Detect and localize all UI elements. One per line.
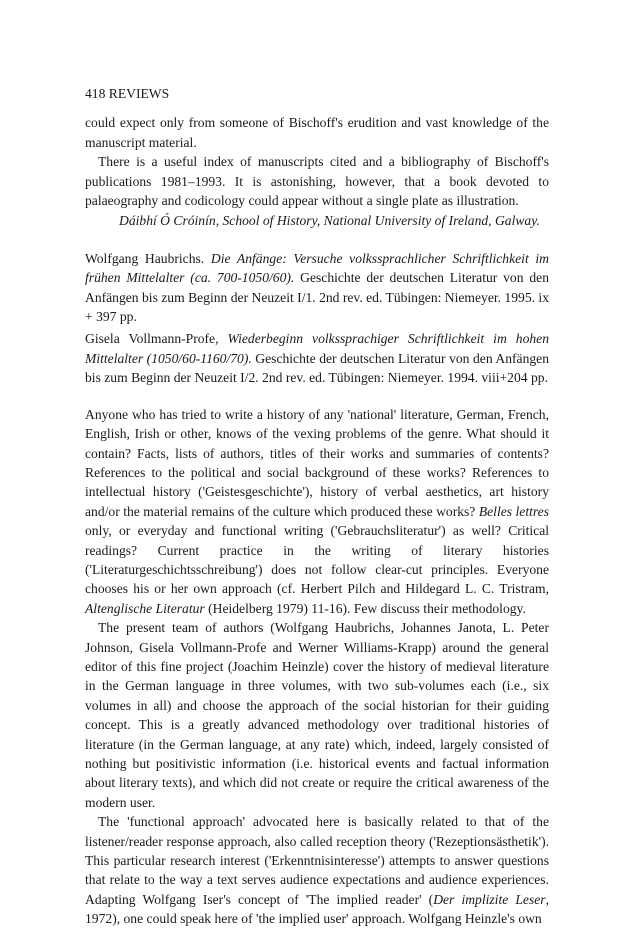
running-head: 418 REVIEWS [85, 86, 170, 101]
italic-term: Belles lettres [478, 503, 549, 519]
book-title: Die Anfänge: Versuche volkssprachlicher Schriftlichkeit im frühen Mittelalter (ca. 700-1050/60). [85, 250, 549, 286]
book-title: Wiederbeginn volkssprachiger Schriftlichkeit im hohen Mittelalter (1050/60-1160/70). [85, 331, 550, 366]
bibliography-entry [85, 329, 549, 387]
paragraph: The 'functional approach' advocated here is basically related to that of the listener/reader response approach, also called reception theory ('Rezeptionsästhetik'). This particular research interest ('Erkenntnisinteresse') attempts to answer questions that relate to the way a text serves audience expectations and audience experiences. Adapting Wolfgang Iser's concept of 'The implied reader' (Der implizite Leser, 1972), one could speak here of 'the implied user' approach. Wolfgang Heinzle's own [85, 814, 549, 927]
book-details: Geschichte der deutschen Literatur von den Anfängen bis zum Beginn der Neuzeit I/1. 2nd rev. ed. Tübingen: Niemeyer. 1995. ix + 397 pp. [85, 270, 549, 325]
book-author: Wolfgang Haubrichs. [85, 250, 205, 266]
journal-page [85, 84, 549, 929]
reviewer-signature: Dáibhí Ó Cróinín, School of History, National University of Ireland, Galway. [119, 213, 540, 229]
paragraph: Anyone who has tried to write a history of any 'national' literature, German, French, English, Irish or other, knows of the vexing problems of the genre. What should it contain? Facts, lists of authors, titles of their works and summaries of contents? References to the political and social background of these works? References to intellectual history ('Geistesgeschichte'), history of verbal aesthetics, art history and/or the material remains of the culture which produced these works? Belles lettres only, or everyday and functional writing ('Gebrauchsliteratur') as well? Critical readings? Current practice in the writing of literary histories ('Literaturgeschichtsschreibung') does not follow clear-cut principles. Everyone chooses his or her own approach (cf. Herbert Pilch and Hildegard L. C. Tristram, Altenglische Literatur (Heidelberg 1979) 11-16). Few discuss their methodology. [85, 406, 549, 616]
book-details: Geschichte der deutschen Literatur von den Anfängen bis zum Beginn der Neuzeit I/2. 2nd rev. ed. Tübingen: Niemeyer. 1994. viii+204 pp. [85, 350, 549, 386]
reviewer-name: Dáibhí Ó Cróinín [119, 213, 216, 229]
bibliography-entry [85, 249, 549, 327]
bibliography-header [85, 249, 549, 388]
book-author: Gisela Vollmann-Profe, [85, 331, 219, 347]
previous-review-ending [85, 113, 549, 230]
paragraph: The present team of authors (Wolfgang Haubrichs, Johannes Janota, L. Peter Johnson, Gisela Vollmann-Profe and Werner Williams-Krapp) around the general editor of this fine project (Joachim Heinzle) cover the history of medieval literature in the German language in three volumes, with two sub-volumes each (i.e., six volumes in all) and choose the approach of the social historian for their guiding concept. This is a greatly advanced methodology over traditional histories of literature (in the German language, at any rate) which, indeed, largely consisted of nothing but positivistic information (i.e. historical events and factual information about literary texts), and which did not create or require the critical awareness of the modern user. [85, 620, 549, 810]
reviewer-affiliation: School of History, National University of Ireland, Galway. [222, 213, 540, 229]
italic-title: Der implizite Leser [433, 891, 546, 907]
paragraph: could expect only from someone of Bischoff's erudition and vast knowledge of the manuscript material. [85, 115, 549, 150]
review-body [85, 405, 549, 929]
paragraph: There is a useful index of manuscripts cited and a bibliography of Bischoff's publications 1981–1993. It is astonishing, however, that a book devoted to palaeography and codicology could appear without a single plate as illustration. [85, 154, 549, 209]
italic-title: Altenglische Literatur [85, 600, 205, 616]
